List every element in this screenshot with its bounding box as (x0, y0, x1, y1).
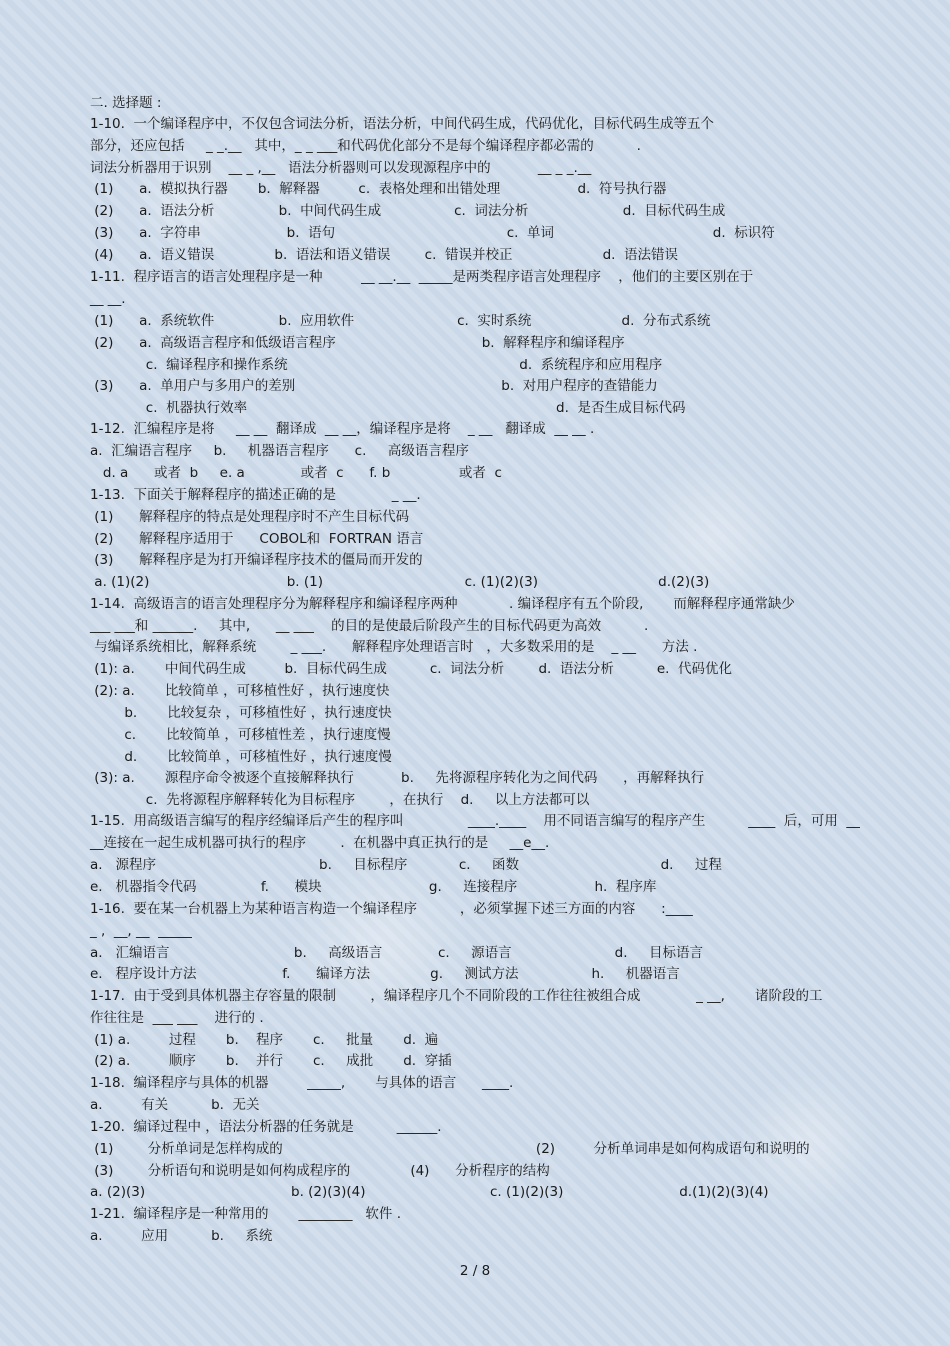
text-line: c. 编译程序和操作系统 d. 系统程序和应用程序 (90, 357, 663, 373)
text-line: 1-17. 由于受到具体机器主存容量的限制 ，编译程序几个不同阶段的工作往往被组合成 _ __, 诸阶段的工 (90, 988, 823, 1004)
text-line: c. 机器执行效率 d. 是否生成目标代码 (90, 400, 686, 416)
text-line: e. 机器指令代码 f. 模块 g. 连接程序 h. 程序库 (90, 879, 657, 895)
page-number: 2 / 8 (459, 1263, 491, 1279)
text-line: a. 应用 b. 系统 (90, 1228, 273, 1244)
text-line: (3) a. 字符串 b. 语句 c. 单词 d. 标识符 (90, 225, 775, 241)
text-line: 1-18. 编译程序与具体的机器 _____, 与具体的语言 ____. (90, 1075, 514, 1091)
text-line: __连接在一起生成机器可执行的程序 . 在机器中真正执行的是 __e__. (90, 835, 550, 851)
text-line: (3) 解释程序是为打开编译程序技术的僵局而开发的 (90, 552, 423, 568)
text-line: a. 有关 b. 无关 (90, 1097, 260, 1113)
text-line: 二. 选择题 : (90, 95, 162, 111)
text-line: d. a 或者 b e. a 或者 c f. b 或者 c (90, 465, 502, 481)
text-line: e. 程序设计方法 f. 编译方法 g. 测试方法 h. 机器语言 (90, 966, 680, 982)
text-line: c. 先将源程序解释转化为目标程序 ，在执行 d. 以上方法都可以 (90, 792, 590, 808)
text-line: (1) 分析单词是怎样构成的 (2) 分析单词串是如何构成语句和说明的 (90, 1141, 810, 1157)
text-line: (3): a. 源程序命令被逐个直接解释执行 b. 先将源程序转化为之间代码 ，再解释执行 (90, 770, 705, 786)
text-line: (1) a. 模拟执行器 b. 解释器 c. 表格处理和出错处理 d. 符号执行器 (90, 181, 667, 197)
text-line: 1-14. 高级语言的语言处理程序分为解释程序和编译程序两种 . 编译程序有五个阶段, 而解释程序通常缺少 (90, 596, 795, 612)
text-line: 1-16. 要在某一台机器上为某种语言构造一个编译程序 ，必须掌握下述三方面的内容 :____ (90, 901, 693, 917)
text-line: c. 比较简单 ，可移植性差 ，执行速度慢 (90, 727, 391, 743)
text-line: (2): a. 比较简单 ，可移植性好 ，执行速度快 (90, 683, 390, 699)
text-line: 1-11. 程序语言的语言处理程序是一种 __ __.__ _____是两类程序语言处理程序 ，他们的主要区别在于 (90, 269, 754, 285)
text-line: 与编译系统相比，解释系统 _ ___. 解释程序处理语言时 ，大多数采用的是 _ __ 方法 . (90, 639, 698, 655)
text-line: (1) a. 过程 b. 程序 c. 批量 d. 遍 (90, 1032, 439, 1048)
text-line: _ , __, __ _____ (90, 923, 192, 939)
text-line: 部分，还应包括 _ _.__ 其中，_ _ ___和代码优化部分不是每个编译程序都必需的 . (90, 138, 641, 154)
text-line: a. 源程序 b. 目标程序 c. 函数 d. 过程 (90, 857, 722, 873)
text-line: 1-20. 编译过程中 ，语法分析器的任务就是 ______. (90, 1119, 442, 1135)
text-line: (4) a. 语义错误 b. 语法和语义错误 c. 错误并校正 d. 语法错误 (90, 247, 679, 263)
text-line: d. 比较简单 ，可移植性好 ，执行速度慢 (90, 749, 392, 765)
text-line: 1-15. 用高级语言编写的程序经编译后产生的程序叫 ____.____ 用不同语言编写的程序产生 ____ 后，可用 __ (90, 813, 860, 829)
text-line: 作往往是 ___ ___ 进行的 . (90, 1010, 264, 1026)
text-line: 1-10. 一个编译程序中，不仅包含词法分析，语法分析，中间代码生成，代码优化，目标代码生成等五个 (90, 116, 715, 132)
text-line: (3) 分析语句和说明是如何构成程序的 (4) 分析程序的结构 (90, 1163, 550, 1179)
text-line: (1) 解释程序的特点是处理程序时不产生目标代码 (90, 509, 410, 525)
text-line: (1) a. 系统软件 b. 应用软件 c. 实时系统 d. 分布式系统 (90, 313, 711, 329)
text-line: ___ ___和 ______. 其中, __ ___ 的目的是使最后阶段产生的目标代码更为高效 . (90, 618, 649, 634)
text-line: 1-12. 汇编程序是将 __ __ 翻译成 __ __，编译程序是将 _ __ 翻译成 __ __ . (90, 421, 595, 437)
text-line: (3) a. 单用户与多用户的差别 b. 对用户程序的查错能力 (90, 378, 658, 394)
text-line: (2) a. 语法分析 b. 中间代码生成 c. 词法分析 d. 目标代码生成 (90, 203, 726, 219)
text-line: (2) a. 高级语言程序和低级语言程序 b. 解释程序和编译程序 (90, 335, 625, 351)
text-line: a. (2)(3) b. (2)(3)(4) c. (1)(2)(3) d.(1)(2)(3)(4) (90, 1184, 769, 1200)
text-line: 1-21. 编译程序是一种常用的 ________ 软件 . (90, 1206, 402, 1222)
text-line: b. 比较复杂 ，可移植性好 ，执行速度快 (90, 705, 392, 721)
text-line: (2) 解释程序适用于 COBOL和 FORTRAN 语言 (90, 531, 424, 547)
text-line: 1-13. 下面关于解释程序的描述正确的是 _ __. (90, 487, 421, 503)
text-line: (2) a. 顺序 b. 并行 c. 成批 d. 穿插 (90, 1053, 452, 1069)
text-line: a. (1)(2) b. (1) c. (1)(2)(3) d.(2)(3) (90, 574, 710, 590)
text-line: a. 汇编语言程序 b. 机器语言程序 c. 高级语言程序 (90, 443, 469, 459)
text-line: a. 汇编语言 b. 高级语言 c. 源语言 d. 目标语言 (90, 945, 703, 961)
text-line: 词法分析器用于识别 __ _ ,__ 语法分析器则可以发现源程序中的 __ _ _.__ (90, 160, 592, 176)
text-line: (1): a. 中间代码生成 b. 目标代码生成 c. 词法分析 d. 语法分析 e. 代码优化 (90, 661, 732, 677)
text-line: __ __. (90, 291, 126, 307)
